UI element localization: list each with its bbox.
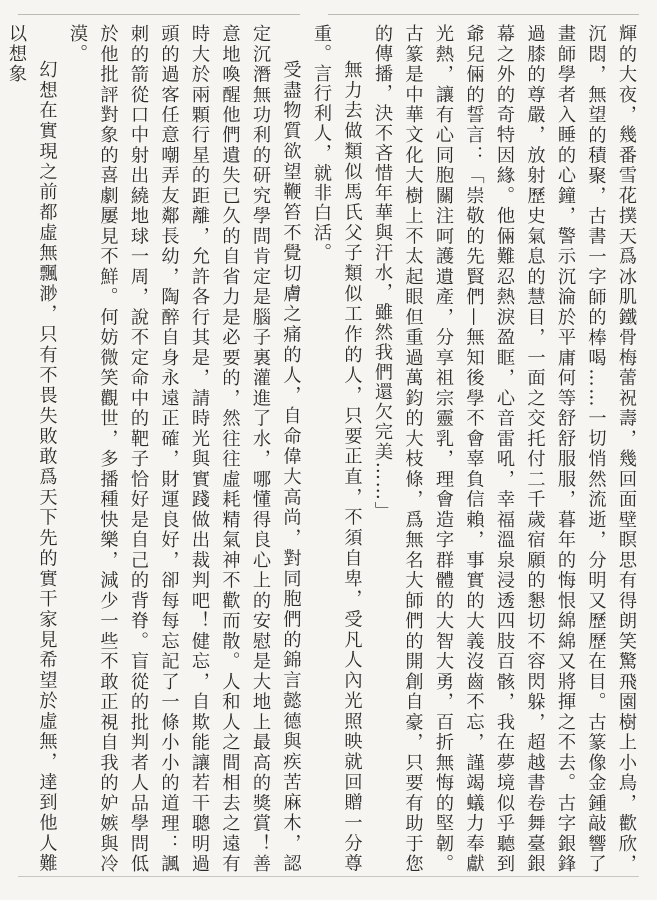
bottom-rule bbox=[18, 876, 639, 877]
top-rule-right bbox=[328, 14, 639, 15]
paragraph-2: 無力去做類似馬氏父子類似工作的人，只要正直，不須自卑，受凡人內光照映就回贈一分尊重。言行利人，就非白活。 bbox=[311, 24, 363, 874]
paragraph-4: 幻想在實現之前都虛無飄渺，只有不畏失敗敢爲天下先的實干家見希望於虛無，達到他人難以想象 bbox=[6, 24, 58, 874]
paragraph-continued: 輝的大夜，幾番雪花撲天爲冰肌鐵骨梅蕾祝壽，幾回面壁瞑思有得朗笑驚飛園樹上小鳥，歡欣，沉悶，無望的積聚，古書一字師的棒喝……一切悄然流逝，分明又歷歷在目。古篆像金鍾敲響了畫師學者入睡的心鐘，警示沉淪於平庸何等舒舒服服，暮年的悔恨綿綿又將揮之不去。古字銀鋒過膝的尊嚴，放射歷史氣息的慧目，一面之交托付二千歲宿願的懇切不容閃躲，超越書卷舞臺銀幕之外的奇特因緣。他倆難忍熱淚盈眶，心音雷吼，幸福溫泉浸透四肢百骸，我在夢境似乎聽到爺兒倆的誓言：「崇敬的先賢們—無知後學不會辜負信賴，事實的大義沒齒不忘，謹竭蟻力奉獻光熱，讓有心同胞關注呵護遺產，分享祖宗靈乳，理會造字群體的大智大勇，百折無悔的堅韌。古篆是中華文化大樹上不太起眼但重過萬鈞的大枝條，爲無名大師們的開創自豪，只要有助于您的傳播，決不吝惜年華與汗水，雖然我們還欠完美……」 bbox=[372, 24, 637, 874]
paragraph-3: 受盡物質欲望鞭笞不覺切膚之痛的人，自命偉大高尚，對同胞們的錦言懿德與疾苦麻木，認定沉潛無功利的研究學問肯定是腦子裏灌進了水，哪懂得良心上的安慰是大地上最高的獎賞！善意地喚醒他們遺失已久的自省力是必要的，然往往虛耗精氣神不歡而散。人和人之間相去之遠有時大於兩顆行星的距離，允許各行其是，請時光與實踐做出裁判吧！健忘，自欺能讓若干聰明過頭的過客任意嘲弄友鄰長幼，陶醉自身永遠正確，財運良好，卻每每忘記了一條小小的道理：諷刺的箭從口中射出繞地球一周，說不定命中的靶子恰好是自己的背脊。盲從的批判者人品學問低於他批評對象的喜劇屢見不鮮。何妨微笑觀世，多播種快樂，減少一些不敢正視自我的妒嫉與冷漠。 bbox=[67, 24, 302, 874]
vertical-body-text bbox=[6, 24, 641, 874]
top-rule-left bbox=[18, 14, 300, 15]
